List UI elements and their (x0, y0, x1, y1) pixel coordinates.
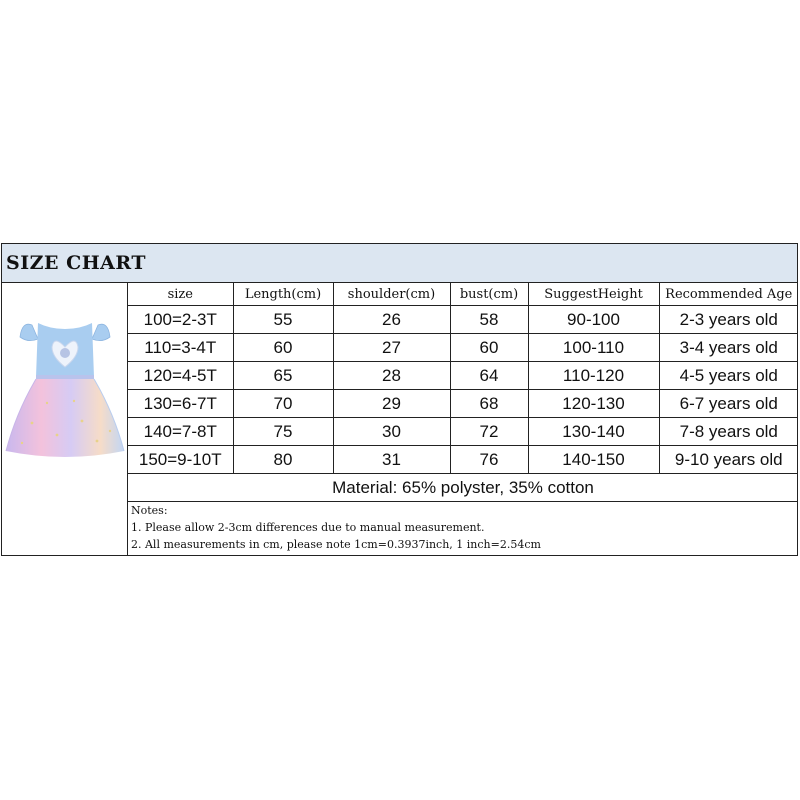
cell-bust: 60 (450, 334, 528, 362)
table-row (128, 334, 798, 362)
table-row (128, 418, 798, 446)
cell-shoulder: 26 (333, 306, 450, 334)
cell-bust: 76 (450, 446, 528, 474)
cell-shoulder: 31 (333, 446, 450, 474)
cell-suggest-height: 110-120 (528, 362, 659, 390)
product-image-cell (2, 283, 128, 555)
size-chart-header (2, 244, 797, 283)
cell-size: 110=3-4T (128, 334, 233, 362)
cell-shoulder: 27 (333, 334, 450, 362)
cell-length: 65 (233, 362, 333, 390)
cell-suggest-height: 90-100 (528, 306, 659, 334)
cell-shoulder: 29 (333, 390, 450, 418)
cell-suggest-height: 100-110 (528, 334, 659, 362)
material-text: Material: 65% polyster, 35% cotton (128, 474, 798, 502)
header-bust: bust(cm) (450, 283, 528, 306)
cell-bust: 68 (450, 390, 528, 418)
notes-heading: Notes: (131, 504, 168, 517)
note-line: 2. All measurements in cm, please note 1cm=0.3937inch, 1 inch=2.54cm (131, 538, 541, 551)
notes-cell (128, 502, 798, 555)
cell-length: 75 (233, 418, 333, 446)
size-table (128, 283, 798, 554)
cell-length: 55 (233, 306, 333, 334)
header-size: size (128, 283, 233, 306)
cell-length: 60 (233, 334, 333, 362)
table-row (128, 306, 798, 334)
cell-size: 100=2-3T (128, 306, 233, 334)
cell-length: 70 (233, 390, 333, 418)
cell-suggest-height: 140-150 (528, 446, 659, 474)
chart-title: SIZE CHART (6, 252, 146, 274)
cell-recommended-age: 9-10 years old (659, 446, 798, 474)
note-line: 1. Please allow 2-3cm differences due to manual measurement. (131, 521, 485, 534)
cell-bust: 64 (450, 362, 528, 390)
cell-size: 150=9-10T (128, 446, 233, 474)
cell-recommended-age: 6-7 years old (659, 390, 798, 418)
cell-suggest-height: 120-130 (528, 390, 659, 418)
material-row (128, 474, 798, 502)
table-row (128, 390, 798, 418)
cell-length: 80 (233, 446, 333, 474)
cell-shoulder: 28 (333, 362, 450, 390)
cell-recommended-age: 2-3 years old (659, 306, 798, 334)
cell-size: 140=7-8T (128, 418, 233, 446)
header-shoulder: shoulder(cm) (333, 283, 450, 306)
cell-bust: 58 (450, 306, 528, 334)
table-row (128, 362, 798, 390)
size-chart (1, 243, 798, 556)
cell-recommended-age: 4-5 years old (659, 362, 798, 390)
header-suggest-height: SuggestHeight (528, 283, 659, 306)
notes-row (128, 502, 798, 555)
table-header-row (128, 283, 798, 306)
header-recommended-age: Recommended Age (659, 283, 798, 306)
cell-recommended-age: 3-4 years old (659, 334, 798, 362)
cell-bust: 72 (450, 418, 528, 446)
cell-size: 120=4-5T (128, 362, 233, 390)
cell-size: 130=6-7T (128, 390, 233, 418)
cell-suggest-height: 130-140 (528, 418, 659, 446)
cell-shoulder: 30 (333, 418, 450, 446)
dress-image (2, 303, 128, 463)
header-length: Length(cm) (233, 283, 333, 306)
table-row (128, 446, 798, 474)
cell-recommended-age: 7-8 years old (659, 418, 798, 446)
